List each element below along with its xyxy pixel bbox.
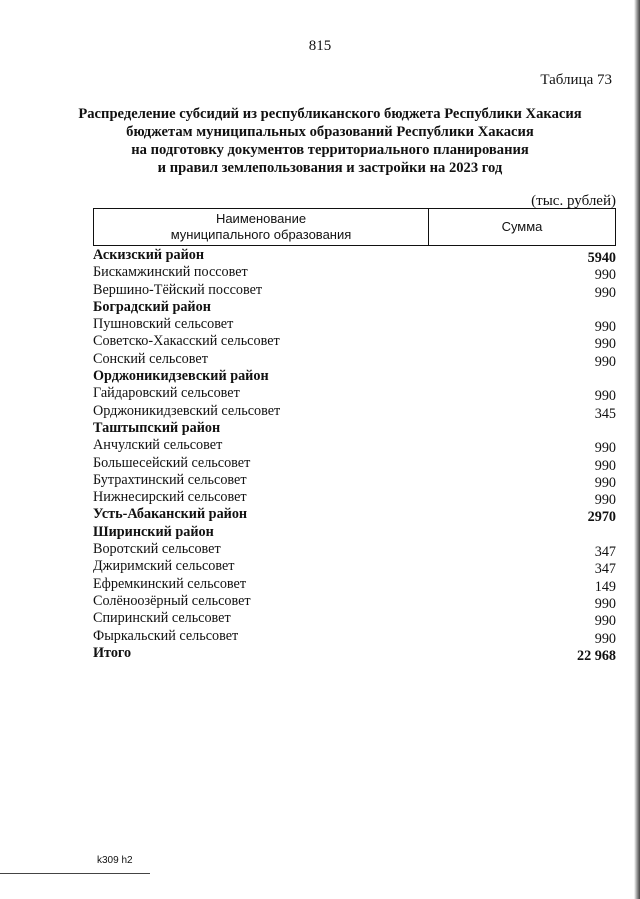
row-name: Солёноозёрный сельсовет: [93, 592, 251, 609]
table-label: Таблица 73: [540, 72, 612, 88]
row-name: Аскизский район: [93, 247, 205, 263]
table-row: [93, 610, 616, 630]
table-row: [93, 628, 616, 645]
table-row: [93, 524, 616, 541]
row-name: Боградский район: [93, 298, 211, 315]
row-name: Ефремкинский сельсовет: [93, 575, 247, 592]
row-value: 990: [594, 457, 616, 474]
table-row: [93, 593, 616, 610]
row-name: Сонский сельсовет: [93, 350, 208, 367]
row-value: 990: [594, 613, 616, 630]
row-value: 990: [594, 388, 616, 405]
scan-edge: [634, 0, 640, 899]
row-value: 990: [594, 336, 616, 353]
table-row: [93, 299, 616, 316]
table-row: [93, 506, 616, 526]
row-value: 347: [594, 544, 616, 561]
row-value: 990: [594, 319, 616, 336]
table-row: [93, 351, 616, 368]
table-row: [93, 455, 616, 472]
table-row: [93, 437, 616, 457]
title-line: на подготовку документов территориального планирования: [131, 142, 529, 158]
row-name: Таштыпский район: [93, 419, 221, 436]
document-title: [60, 105, 600, 177]
column-header-name: [94, 209, 429, 245]
table-row: [93, 558, 616, 578]
row-value: 990: [594, 440, 616, 457]
page-number: 815: [308, 38, 332, 54]
row-name: Воротский сельсовет: [93, 541, 221, 558]
row-value: 990: [594, 474, 616, 491]
table-row: [93, 333, 616, 353]
row-name: Спиринский сельсовет: [93, 610, 231, 627]
row-name: Джиримский сельсовет: [93, 558, 235, 575]
row-value: 990: [594, 353, 616, 370]
table-row: [93, 403, 616, 420]
row-name: Фыркальский сельсовет: [93, 627, 239, 644]
table-row: [93, 316, 616, 336]
table-row: [93, 264, 616, 284]
table-row: [93, 420, 616, 437]
table-row: [93, 368, 616, 385]
row-value: 5940: [587, 250, 616, 266]
row-name: Вершино-Тёйский поссовет: [93, 281, 263, 298]
row-value: 22 968: [576, 647, 616, 664]
row-name: Большесейский сельсовет: [93, 454, 251, 471]
row-name: Гайдаровский сельсовет: [93, 385, 240, 402]
title-line: и правил землепользования и застройки на 2023 год: [157, 160, 503, 176]
row-name: Итого: [93, 644, 132, 661]
table-row: [93, 576, 616, 593]
table-row: [93, 489, 616, 509]
row-value: 149: [594, 578, 616, 595]
footer-code: k309 h2: [97, 855, 133, 866]
row-name: Орджоникидзевский сельсовет: [93, 402, 281, 419]
table-row: [93, 247, 616, 264]
table-row: [93, 472, 616, 489]
row-value: 990: [594, 630, 616, 647]
row-value: 990: [594, 492, 616, 509]
units-label: (тыс. рублей): [531, 193, 616, 209]
row-value: 990: [594, 267, 616, 284]
row-name: Бутрахтинский сельсовет: [93, 471, 247, 488]
title-line: бюджетам муниципальных образований Республики Хакасия: [126, 124, 534, 140]
table-row: [93, 645, 616, 662]
row-name: Усть-Абаканский район: [93, 506, 248, 523]
column-header-name-line: Наименование: [215, 211, 307, 226]
table-row: [93, 385, 616, 405]
row-value: 345: [594, 405, 616, 422]
footer-divider: [0, 873, 150, 874]
row-name: Ширинский район: [93, 523, 214, 540]
row-name: Орджоникидзевский район: [93, 368, 269, 385]
column-header-name-line: муниципального образования: [170, 227, 352, 242]
row-value: 347: [594, 561, 616, 578]
table-header: [93, 208, 616, 246]
table-body: [93, 247, 616, 662]
column-header-sum: Сумма: [501, 219, 543, 234]
row-name: Нижнесирский сельсовет: [93, 489, 247, 506]
table-row: [93, 282, 616, 299]
row-name: Советско-Хакасский сельсовет: [93, 333, 280, 350]
row-value: 990: [594, 284, 616, 301]
row-value: 990: [594, 595, 616, 612]
row-value: 2970: [587, 509, 616, 526]
row-name: Анчулский сельсовет: [93, 437, 223, 454]
title-line: Распределение субсидий из республиканского бюджета Республики Хакасия: [78, 106, 582, 122]
row-name: Пушновский сельсовет: [93, 316, 234, 333]
table-row: [93, 541, 616, 561]
row-name: Бискамжинский поссовет: [93, 264, 248, 281]
